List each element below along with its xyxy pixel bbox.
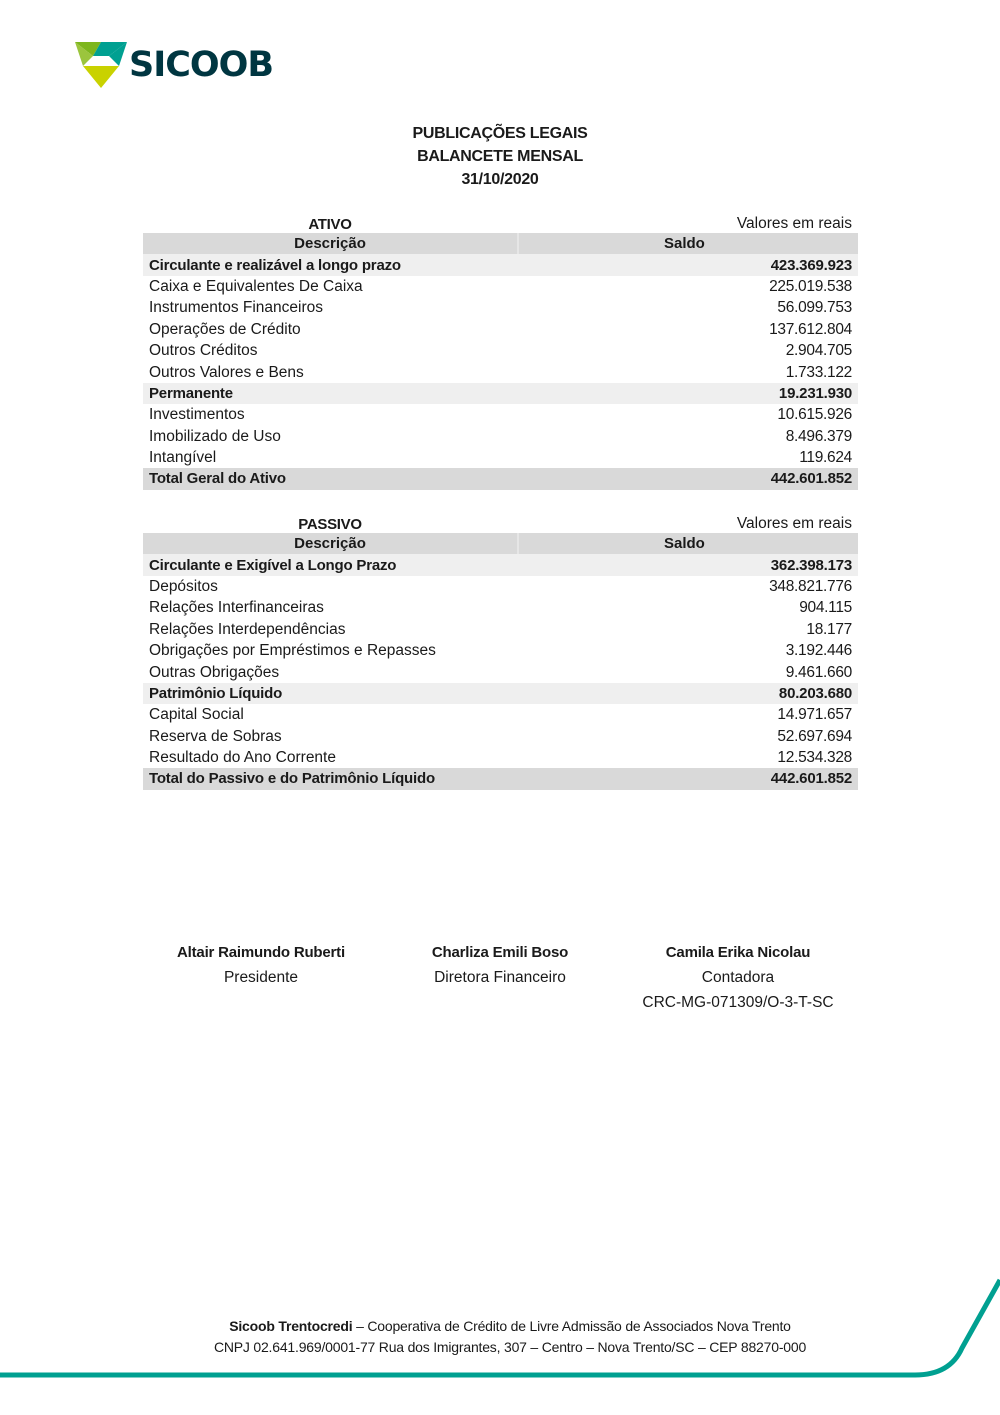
column-header-descricao: Descrição: [143, 233, 518, 254]
signatory-registration: CRC-MG-071309/O-3-T-SC: [642, 994, 834, 1011]
document-titles: [0, 122, 1000, 191]
table-row: [143, 619, 858, 640]
row-label: Resultado do Ano Corrente: [149, 749, 336, 767]
row-label: Reserva de Sobras: [149, 727, 282, 745]
signatory-role: Presidente: [223, 969, 299, 986]
row-label: Permanente: [143, 383, 518, 404]
title-balancete: BALANCETE MENSAL: [417, 148, 583, 165]
table-row: [143, 297, 858, 318]
signatory-name: Altair Raimundo Ruberti: [177, 944, 345, 961]
column-header-descricao: Descrição: [143, 533, 518, 554]
title-publicacoes: PUBLICAÇÕES LEGAIS: [412, 125, 588, 142]
row-value: 9.461.660: [785, 663, 852, 681]
signature-president: [131, 940, 391, 990]
logo-wordmark: SICOOB: [129, 44, 274, 85]
row-value: 904.115: [799, 599, 852, 617]
row-value: 56.099.753: [777, 299, 852, 317]
table-row: [143, 361, 858, 382]
table-row: [143, 276, 858, 297]
table-group-row: [143, 683, 858, 704]
ativo-title: ATIVO: [308, 216, 352, 233]
table-row: [143, 447, 858, 468]
row-label: Outros Créditos: [149, 342, 258, 360]
ativo-table: [143, 233, 858, 490]
passivo-table: [143, 533, 858, 790]
row-value: 12.534.328: [777, 749, 852, 767]
row-label: Intangível: [149, 449, 217, 467]
row-label: Circulante e realizável a longo prazo: [143, 254, 518, 275]
signatory-role: Contadora: [701, 969, 775, 986]
row-value: 19.231.930: [518, 383, 858, 404]
table-row: [143, 661, 858, 682]
row-label: Outras Obrigações: [149, 663, 280, 681]
column-header-saldo: Saldo: [518, 233, 858, 254]
table-group-row: [143, 254, 858, 275]
passivo-title: PASSIVO: [298, 516, 362, 533]
row-value: 362.398.173: [518, 554, 858, 575]
row-value: 52.697.694: [777, 727, 852, 745]
row-value: 18.177: [806, 620, 852, 638]
table-total-row: [143, 468, 858, 489]
row-value: 80.203.680: [518, 683, 858, 704]
table-group-row: [143, 383, 858, 404]
row-value: 442.601.852: [518, 468, 858, 489]
table-row: [143, 640, 858, 661]
row-value: 8.496.379: [785, 427, 852, 445]
row-label: Total do Passivo e do Patrimônio Líquido: [143, 768, 518, 789]
signatory-role: Diretora Financeiro: [434, 969, 566, 986]
row-value: 2.904.705: [785, 342, 852, 360]
row-label: Instrumentos Financeiros: [149, 299, 324, 317]
row-label: Circulante e Exigível a Longo Prazo: [143, 554, 518, 575]
title-date: 31/10/2020: [461, 171, 539, 188]
sicoob-logo-icon: [75, 42, 127, 88]
row-value: 225.019.538: [769, 277, 852, 295]
ativo-table-header: [143, 233, 858, 254]
passivo-units-note: Valores em reais: [736, 515, 852, 532]
table-row: [143, 426, 858, 447]
row-value: 348.821.776: [769, 577, 852, 595]
row-label: Relações Interdependências: [149, 620, 346, 638]
row-value: 119.624: [799, 449, 852, 467]
row-label: Imobilizado de Uso: [149, 427, 281, 445]
table-row: [143, 726, 858, 747]
signatory-name: Charliza Emili Boso: [431, 944, 569, 961]
footer-line-2: CNPJ 02.641.969/0001-77 Rua dos Imigrantes, 307 – Centro – Nova Trento/SC – CEP 88270-000: [213, 1339, 807, 1355]
signature-accountant: [608, 940, 868, 1015]
footer-company-name: Sicoob Trentocredi: [229, 1318, 353, 1334]
row-value: 1.733.122: [785, 363, 852, 381]
row-label: Patrimônio Líquido: [143, 683, 518, 704]
footer-company-description: – Cooperativa de Crédito de Livre Admissão de Associados Nova Trento: [352, 1318, 791, 1334]
row-value: 137.612.804: [769, 320, 852, 338]
row-label: Outros Valores e Bens: [149, 363, 304, 381]
ativo-section: [143, 213, 858, 490]
table-row: [143, 704, 858, 725]
table-row: [143, 404, 858, 425]
row-label: Investimentos: [149, 406, 245, 424]
row-value: 3.192.446: [785, 642, 852, 660]
row-label: Obrigações por Empréstimos e Repasses: [149, 642, 436, 660]
row-label: Capital Social: [149, 706, 244, 724]
table-total-row: [143, 768, 858, 789]
row-value: 14.971.657: [777, 706, 852, 724]
table-group-row: [143, 554, 858, 575]
row-label: Relações Interfinanceiras: [149, 599, 324, 617]
row-label: Total Geral do Ativo: [143, 468, 518, 489]
row-label: Caixa e Equivalentes De Caixa: [149, 277, 363, 295]
ativo-units-note: Valores em reais: [736, 215, 852, 232]
row-value: 10.615.926: [777, 406, 852, 424]
passivo-table-header: [143, 533, 858, 554]
row-label: Operações de Crédito: [149, 320, 301, 338]
row-value: 442.601.852: [518, 768, 858, 789]
row-label: Depósitos: [149, 577, 218, 595]
sicoob-logo: [75, 42, 273, 88]
table-row: [143, 340, 858, 361]
passivo-section: [143, 513, 858, 790]
footer-accent-line: [0, 1270, 1000, 1415]
column-header-saldo: Saldo: [518, 533, 858, 554]
table-row: [143, 597, 858, 618]
signatory-name: Camila Erika Nicolau: [665, 944, 811, 961]
table-row: [143, 319, 858, 340]
signature-financial-director: [370, 940, 630, 990]
row-value: 423.369.923: [518, 254, 858, 275]
table-row: [143, 576, 858, 597]
table-row: [143, 747, 858, 768]
